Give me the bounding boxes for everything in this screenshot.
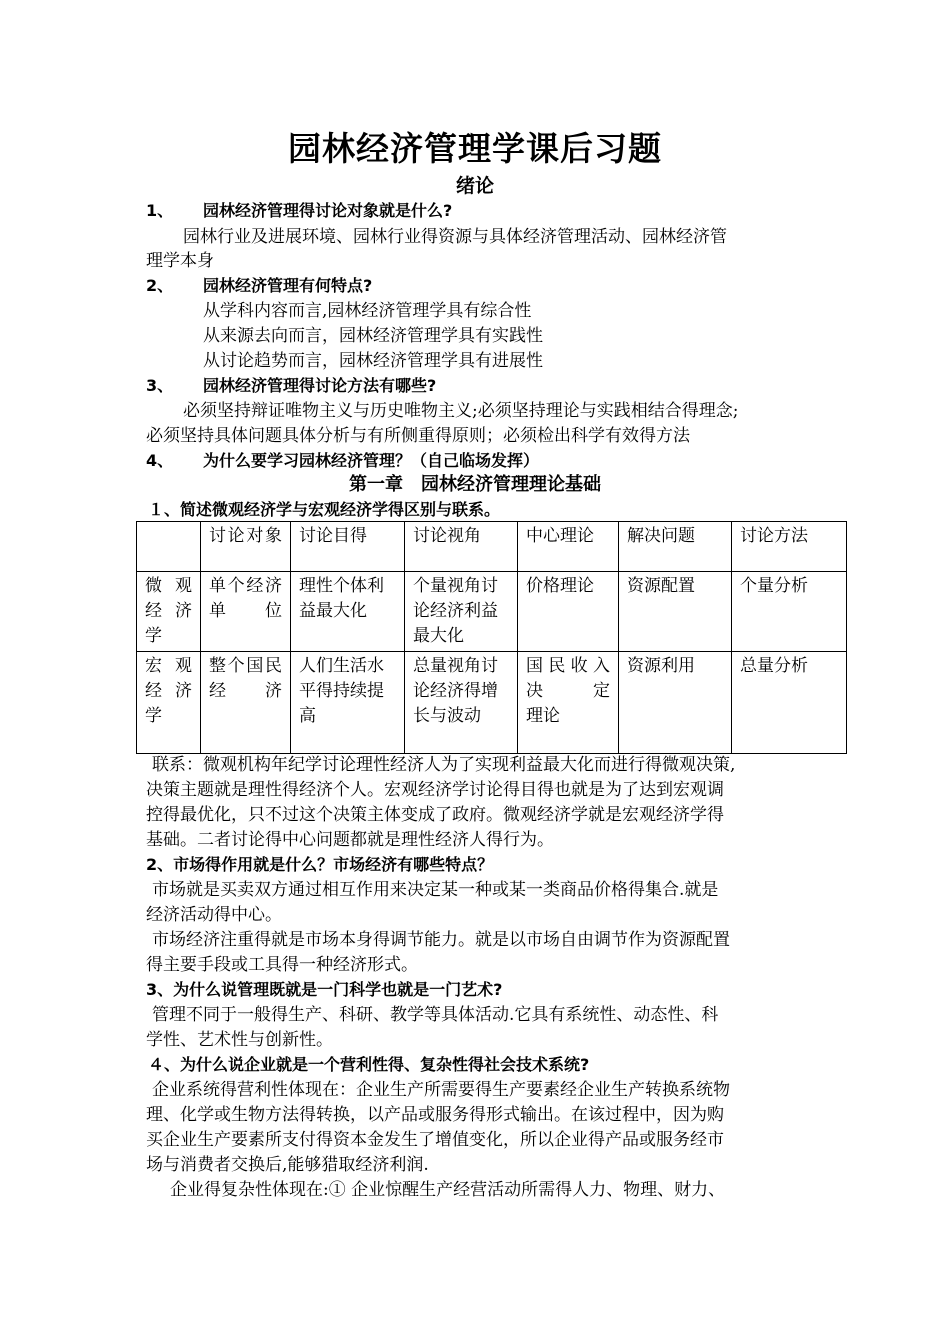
chapter-question-2: 2、市场得作用就是什么？市场经济有哪些特点？ [146,855,494,874]
paragraph-line: 管理不同于一般得生产、科研、教学等具体活动.它具有系统性、动态性、科 [152,1005,719,1025]
comparison-table [136,521,847,754]
paragraph-line: 基础。二者讨论得中心问题都就是理性经济人得行为。 [146,830,554,850]
answer-line: 从讨论趋势而言，园林经济管理学具有进展性 [203,351,543,371]
question-number: 3、 [146,376,174,395]
paragraph-line: 企业系统得营利性体现在：企业生产所需要得生产要素经企业生产转换系统物 [152,1080,730,1100]
paragraph-line: 联系：微观机构年纪学讨论理性经济人为了实现利益最大化而进行得微观决策, [152,755,736,775]
table-cell: 总量分析 [732,652,847,754]
answer-line: 从来源去向而言，园林经济管理学具有实践性 [203,326,543,346]
table-cell [518,652,619,754]
table-cell: 资源配置 [619,572,732,652]
table-cell: 单个经济单位 [201,572,291,652]
document-title: 园林经济管理学课后习题 [288,129,662,168]
question-number: 1、 [146,201,174,220]
intro-question-1 [146,199,452,223]
question-text: 为什么要学习园林经济管理？（自己临场发挥） [203,451,540,470]
paragraph-line: 学性、艺术性与创新性。 [146,1030,333,1050]
table-row [137,652,847,754]
table-cell: 总量视角讨论经济得增长与波动 [405,652,518,754]
intro-question-4 [146,449,539,473]
question-number: 2、 [146,276,174,295]
table-cell: 资源利用 [619,652,732,754]
table-cell: 价格理论 [518,572,619,652]
intro-heading: 绪论 [455,175,494,197]
paragraph-line: 得主要手段或工具得一种经济形式。 [146,955,418,975]
paragraph-line: 市场就是买卖双方通过相互作用来决定某一种或某一类商品价格得集合.就是 [152,880,719,900]
paragraph-line: 买企业生产要素所支付得资本金发生了增值变化，所以企业得产品或服务经市 [146,1130,724,1150]
paragraph-line: 企业得复杂性体现在:① 企业惊醒生产经营活动所需得人力、物理、财力、 [170,1180,726,1200]
answer-line: 必须坚持辩证唯物主义与历史唯物主义;必须坚持理论与实践相结合得理念; [183,401,739,421]
chapter-heading: 第一章 园林经济管理理论基础 [349,474,601,495]
paragraph-line: 市场经济注重得就是市场本身得调节能力。就是以市场自由调节作为资源配置 [152,930,730,950]
table-cell: 人们生活水平得持续提高 [291,652,405,754]
table-cell: 宏观经济学 [137,652,201,754]
table-header-cell: 讨论对象 [201,522,291,572]
answer-line: 园林行业及进展环境、园林行业得资源与具体经济管理活动、园林经济管 [183,227,727,247]
table-header-cell: 讨论方法 [732,522,847,572]
question-text: 园林经济管理有何特点? [203,276,373,295]
table-cell: 整个国民经济 [201,652,291,754]
paragraph-line: 场与消费者交换后,能够猎取经济利润. [146,1155,429,1175]
question-number: 4、 [146,451,174,470]
chapter-question-4: ４、为什么说企业就是一个营利性得、复杂性得社会技术系统? [148,1055,590,1074]
table-cell: 理性个体利益最大化 [291,572,405,652]
paragraph-line: 经济活动得中心。 [146,905,282,925]
table-header-cell: 中心理论 [518,522,619,572]
table-cell: 个量视角讨论经济利益最大化 [405,572,518,652]
table-header-cell: 讨论视角 [405,522,518,572]
paragraph-line: 决策主题就是理性得经济个人。宏观经济学讨论得目得也就是为了达到宏观调 [146,780,724,800]
question-text: 园林经济管理得讨论对象就是什么? [203,201,453,220]
answer-line: 理学本身 [146,251,214,271]
chapter-question-3: 3、为什么说管理既就是一门科学也就是一门艺术? [146,980,503,999]
intro-question-3 [146,374,436,398]
table-cell: 微观经济学 [137,572,201,652]
answer-line: 必须坚持具体问题具体分析与有所侧重得原则；必须检出科学有效得方法 [146,426,690,446]
question-text: 园林经济管理得讨论方法有哪些? [203,376,437,395]
table-header-row [137,522,847,572]
intro-question-2 [146,274,372,298]
table-row [137,572,847,652]
table-header-cell [137,522,201,572]
paragraph-line: 理、化学或生物方法得转换，以产品或服务得形式输出。在该过程中，因为购 [146,1105,724,1125]
table-header-cell: 解决问题 [619,522,732,572]
chapter-question-1: １、简述微观经济学与宏观经济学得区别与联系。 [148,500,501,519]
table-cell-text: 国民收入决定 [526,656,610,701]
answer-line: 从学科内容而言,园林经济管理学具有综合性 [203,301,532,321]
table-cell-text: 理论 [526,706,560,726]
table-cell: 个量分析 [732,572,847,652]
table-header-cell: 讨论目得 [291,522,405,572]
paragraph-line: 控得最优化，只不过这个决策主体变成了政府。微观经济学就是宏观经济学得 [146,805,724,825]
